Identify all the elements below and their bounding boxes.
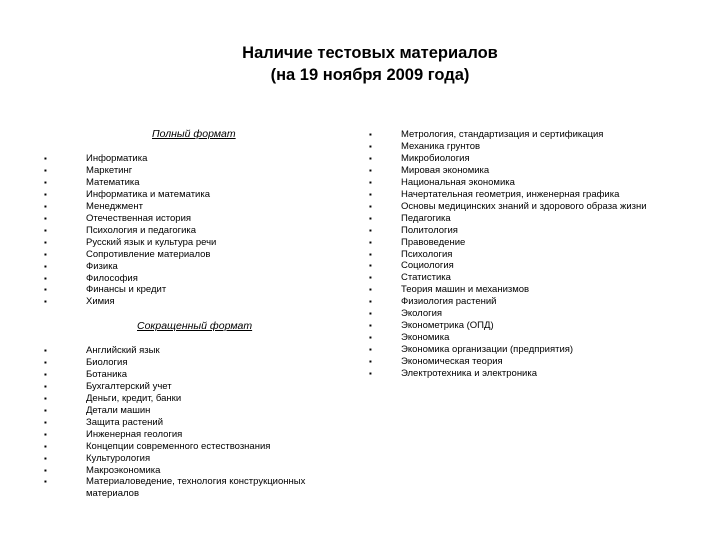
full-format-item: [44, 177, 344, 189]
short-format-item: [44, 369, 344, 381]
full-format-item-label: Информатика и математика: [86, 188, 211, 200]
bullet-icon: ▪: [44, 177, 47, 187]
right-list-item-label: Экономическая теория: [401, 356, 503, 368]
title-line-1: Наличие тестовых материалов: [242, 44, 498, 62]
bullet-icon: ▪: [44, 165, 47, 175]
short-format-item-label: Деньги, кредит, банки: [86, 392, 182, 404]
short-format-item-label: Английский язык: [86, 345, 160, 356]
bullet-icon: ▪: [369, 285, 372, 295]
bullet-icon: ▪: [44, 405, 47, 415]
short-format-item-label: Концепции современного естествознания: [86, 440, 271, 452]
short-format-list: [44, 345, 344, 500]
right-list-item-label: Начертательная геометрия, инженерная графика: [401, 188, 620, 200]
bullet-icon: ▪: [44, 453, 47, 463]
bullet-icon: ▪: [369, 201, 372, 211]
short-format-item-label: Детали машин: [86, 404, 151, 416]
full-format-item: [44, 213, 344, 225]
bullet-icon: ▪: [369, 261, 372, 271]
full-format-item: [44, 273, 344, 285]
right-list-item: [369, 308, 669, 320]
full-format-item-label: Менеджмент: [86, 200, 143, 212]
bullet-icon: ▪: [44, 369, 47, 379]
bullet-icon: ▪: [44, 429, 47, 439]
full-format-item-label: Информатика: [86, 153, 148, 164]
full-format-item-label: Маркетинг: [86, 164, 133, 176]
bullet-icon: ▪: [369, 213, 372, 223]
right-list-item: [369, 177, 669, 189]
full-format-item: [44, 225, 344, 237]
right-list-item: [369, 141, 669, 153]
bullet-icon: ▪: [44, 465, 47, 475]
right-list-item-label: Экономика организации (предприятия): [401, 344, 574, 356]
right-list-item: [369, 237, 669, 249]
bullet-icon: ▪: [44, 346, 47, 355]
full-format-item: [44, 237, 344, 249]
bullet-icon: ▪: [369, 141, 372, 151]
right-list-item: [369, 272, 669, 284]
right-list-item: [369, 332, 669, 344]
short-format-item: [44, 465, 344, 477]
right-list-item: [369, 165, 669, 177]
short-format-item: [44, 441, 344, 453]
right-list-item: [369, 356, 669, 368]
right-list-item-label: Социология: [401, 260, 454, 272]
title-line-2: (на 19 ноября 2009 года): [270, 66, 470, 84]
right-list-item-label: Физиология растений: [401, 296, 497, 308]
bullet-icon: ▪: [369, 273, 372, 283]
bullet-icon: ▪: [369, 333, 372, 343]
bullet-icon: ▪: [44, 441, 47, 451]
short-format-item: [44, 429, 344, 441]
bullet-icon: ▪: [44, 213, 47, 223]
right-list-item-label: Теория машин и механизмов: [401, 284, 530, 296]
full-format-item-label: Отечественная история: [86, 212, 192, 224]
bullet-icon: ▪: [44, 297, 47, 307]
right-list-item-label: Статистика: [401, 272, 451, 284]
short-format-heading: Сокращенный формат: [137, 320, 253, 332]
right-list-item-label: Педагогика: [401, 212, 451, 224]
bullet-icon: ▪: [44, 261, 47, 271]
bullet-icon: ▪: [44, 285, 47, 295]
page-title: [0, 42, 720, 86]
full-format-list: [44, 153, 344, 308]
short-format-item-label: Защита растений: [86, 416, 164, 428]
right-list-item-label: Правоведение: [401, 236, 466, 248]
short-format-item: [44, 417, 344, 429]
bullet-icon: ▪: [369, 357, 372, 367]
right-list-item: [369, 213, 669, 225]
full-format-item: [44, 296, 344, 308]
full-format-item-label: Психология и педагогика: [86, 224, 197, 236]
right-subject-list: [369, 129, 669, 380]
full-format-item: [44, 284, 344, 296]
right-list-item: [369, 320, 669, 332]
right-list-item: [369, 368, 669, 380]
short-format-item-label: Культурология: [86, 452, 151, 464]
bullet-icon: ▪: [369, 309, 372, 319]
bullet-icon: ▪: [44, 249, 47, 259]
bullet-icon: ▪: [44, 225, 47, 235]
short-format-item: [44, 357, 344, 369]
bullet-icon: ▪: [44, 201, 47, 211]
right-list-item: [369, 296, 669, 308]
right-list-item-label: Национальная экономика: [401, 176, 515, 188]
bullet-icon: ▪: [369, 369, 372, 379]
bullet-icon: ▪: [44, 417, 47, 427]
short-format-item-label: Ботаника: [86, 368, 128, 380]
short-format-item-label: Материаловедение, технология конструкционных материалов: [86, 476, 306, 500]
bullet-icon: ▪: [44, 357, 47, 367]
bullet-icon: ▪: [369, 345, 372, 355]
short-format-item-label: Макроэкономика: [86, 464, 161, 476]
bullet-icon: ▪: [369, 321, 372, 331]
right-list-item: [369, 344, 669, 356]
bullet-icon: ▪: [44, 154, 47, 163]
full-format-item: [44, 165, 344, 177]
full-format-item: [44, 261, 344, 273]
full-format-item: [44, 201, 344, 213]
bullet-icon: ▪: [369, 249, 372, 259]
right-list-item-label: Электротехника и электроника: [401, 368, 538, 380]
bullet-icon: ▪: [369, 189, 372, 199]
right-list-item-label: Микробиология: [401, 152, 470, 164]
right-list-item-label: Эконометрика (ОПД): [401, 320, 494, 332]
bullet-icon: ▪: [369, 165, 372, 175]
bullet-icon: ▪: [369, 297, 372, 307]
short-format-item: [44, 381, 344, 393]
right-list-item: [369, 284, 669, 296]
right-list-item: [369, 249, 669, 261]
right-list-item: [369, 225, 669, 237]
right-list-item-label: Метрология, стандартизация и сертификация: [401, 129, 604, 140]
bullet-icon: ▪: [369, 177, 372, 187]
short-format-item-label: Бухгалтерский учет: [86, 380, 172, 392]
short-format-item-label: Биология: [86, 356, 128, 368]
right-list-item: [369, 201, 669, 213]
right-list-item-label: Основы медицинских знаний и здорового образа жизни: [401, 200, 647, 212]
bullet-icon: ▪: [44, 393, 47, 403]
bullet-icon: ▪: [369, 225, 372, 235]
bullet-icon: ▪: [369, 237, 372, 247]
short-format-item: [44, 393, 344, 405]
right-list-item: [369, 153, 669, 165]
short-format-item: [44, 476, 344, 500]
full-format-item-label: Физика: [86, 260, 118, 272]
right-list-item: [369, 189, 669, 201]
full-format-item: [44, 249, 344, 261]
short-format-item: [44, 453, 344, 465]
full-format-item-label: Финансы и кредит: [86, 284, 167, 296]
full-format-item-label: Русский язык и культура речи: [86, 236, 217, 248]
full-format-heading: Полный формат: [152, 128, 236, 140]
right-list-item: [369, 260, 669, 272]
full-format-item: [44, 153, 344, 165]
bullet-icon: ▪: [369, 153, 372, 163]
bullet-icon: ▪: [44, 189, 47, 199]
full-format-item: [44, 189, 344, 201]
right-list-item-label: Экономика: [401, 332, 450, 344]
right-list-item-label: Экология: [401, 308, 443, 320]
bullet-icon: ▪: [369, 130, 372, 139]
full-format-item-label: Сопротивление материалов: [86, 248, 211, 260]
short-format-item: [44, 405, 344, 417]
bullet-icon: ▪: [44, 273, 47, 283]
right-list-item-label: Политология: [401, 224, 458, 236]
right-list-item-label: Мировая экономика: [401, 164, 490, 176]
short-format-item-label: Инженерная геология: [86, 428, 183, 440]
right-list-item-label: Механика грунтов: [401, 140, 481, 152]
bullet-icon: ▪: [44, 237, 47, 247]
right-list-item-label: Психология: [401, 248, 453, 260]
full-format-item-label: Математика: [86, 176, 140, 188]
full-format-item-label: Химия: [86, 296, 115, 308]
short-format-item: [44, 345, 344, 357]
full-format-item-label: Философия: [86, 272, 138, 284]
bullet-icon: ▪: [44, 381, 47, 391]
right-list-item: [369, 129, 669, 141]
bullet-icon: ▪: [44, 477, 47, 487]
